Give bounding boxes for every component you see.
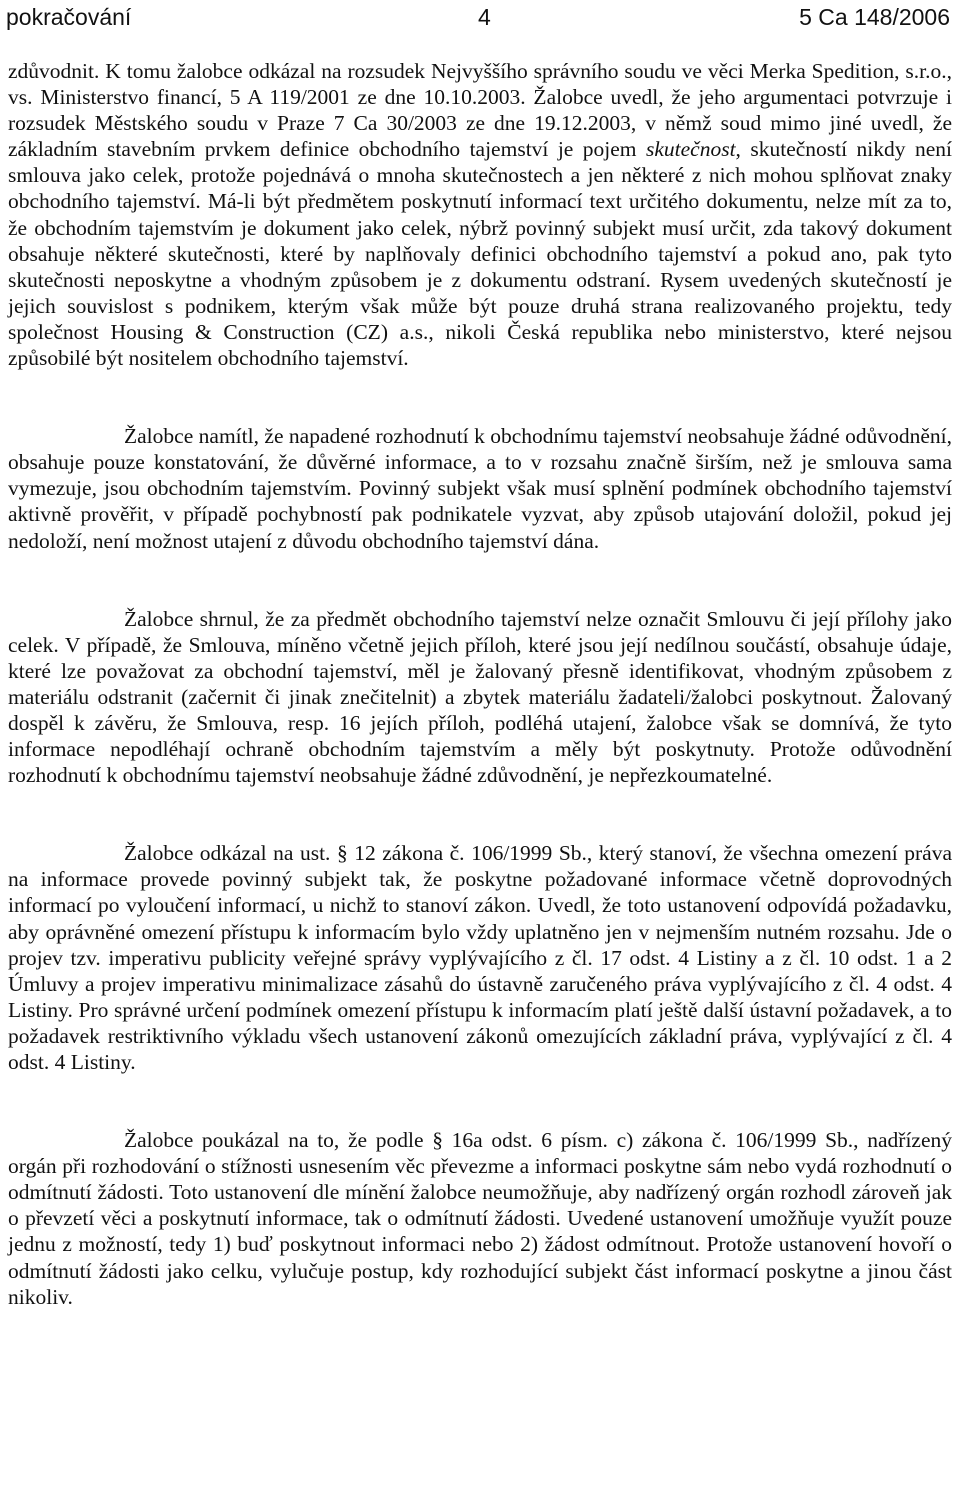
continuation-label: pokračování [6,4,132,30]
case-number: 5 Ca 148/2006 [799,4,950,30]
paragraph-1-run-3: , skutečností nikdy není smlouva jako celek, protože pojednává o mnoha skutečnostech a jen některé z nich mohou splňovat znaky obchodního tajemství. Má-li být předmětem poskytnutí informací text určitého dokumentu, nelze mít za to, že obchodním tajemstvím je dokument jako celek, nýbrž povinný subjekt musí určit, zda takový dokument obsahuje některé skutečnosti, které by naplňovaly definici obchodního tajemství a pokud ano, pak tyto skutečnosti neposkytne a vhodným způsobem je z dokumentu odstraní. Rysem uvedených skutečností je jejich souvislost s podnikem, kterým však může být pouze druhá strana realizovaného projektu, tedy společnost Housing & Construction (CZ) a.s., nikoli Česká republika nebo ministerstvo, které nejsou způsobilé být nositelem obchodního tajemství. [8,137,952,371]
document-body [8,58,952,1310]
paragraph-2 [8,423,952,553]
paragraph-4-text: Žalobce odkázal na ust. § 12 zákona č. 106/1999 Sb., který stanoví, že všechna omezení práva na informace provede povinný subjekt tak, že poskytne požadované informace včetně doprovodných informací po vyloučení informací, u nichž to stanoví zákon. Uvedl, že toto ustanovení odpovídá požadavku, aby oprávněné omezení přístupu k informacím bylo vždy uplatněno jen v nejmenším nutném rozsahu. Jde o projev tzv. imperativu publicity veřejné správy vyplývajícího z čl. 17 odst. 4 Listiny a z čl. 10 odst. 1 a 2 Úmluvy a projev imperativu minimalizace zásahů do ústavně zaručeného práva vyplývajícího z čl. 4 odst. 4 Listiny. Pro správné určení podmínek omezení přístupu k informacím platí ještě další ústavní požadavek, a to požadavek restriktivního výkladu všech ustanovení zákonů omezujících základní práva, vyplývající z čl. 4 odst. 4 Listiny. [8,841,952,1074]
paragraph-5 [8,1127,952,1310]
paragraph-1-run-1: zdůvodnit. K tomu žalobce odkázal na rozsudek Nejvyššího správního soudu ve věci Merka Spedition, s.r.o., vs. Ministerstvo financí, 5 A 119/2001 ze dne 10.10.2003. Žalobce uvedl, že jeho argumentaci potvrzuje i rozsudek Městského soudu v Praze 7 Ca 30/2003 ze dne 19.12.2003, v němž soud mimo jiné uvedl, že základním stavebním prvkem definice obchodního tajemství je pojem [8,59,952,162]
paragraph-5-text: Žalobce poukázal na to, že podle § 16a odst. 6 písm. c) zákona č. 106/1999 Sb., nadřízený orgán při rozhodování o stížnosti usnesením věc převezme a informaci poskytne sám nebo vydá rozhodnutí o odmítnutí žádosti. Toto ustanovení dle mínění žalobce neumožňuje, aby nadřízený orgán rozhodl zároveň jak o převzetí věci a poskytnutí informace, tak o odmítnutí žádosti. Uvedené ustanovení umožňuje využít pouze jednu z možností, tedy 1) buď poskytnout informaci nebo 2) žádost odmítnout. Protože ustanovení hovoří o odmítnutí žádosti jako celku, vylučuje postup, kdy rozhodující subjekt část informací poskytne a jinou část nikoliv. [8,1128,952,1309]
paragraph-2-text: Žalobce namítl, že napadené rozhodnutí k obchodnímu tajemství neobsahuje žádné odůvodnění, obsahuje pouze konstatování, že důvěrné informace, a to v rozsahu značně širším, než je smlouva sama vymezuje, jsou obchodním tajemstvím. Povinný subjekt však musí splnění podmínek obchodního tajemství aktivně prověřit, v případě pochybností pak podnikatele vyzvat, aby způsob utajování doložil, pokud jej nedoloží, není možnost utajení z důvodu obchodního tajemství dána. [8,424,952,553]
paragraph-3 [8,606,952,789]
paragraph-1-emphasis: skutečnost [645,137,736,162]
page-header [6,2,950,36]
paragraph-4 [8,840,952,1075]
page-number: 4 [478,4,491,30]
paragraph-3-text: Žalobce shrnul, že za předmět obchodního tajemství nelze označit Smlouvu či její přílohy jako celek. V případě, že Smlouva, míněno včetně jejich příloh, které jsou její nedílnou součástí, obsahuje údaje, které lze považovat za obchodní tajemství, měl je žalovaný přesně identifikovat, vhodným způsobem z materiálu odstranit (začernit či jinak znečitelnit) a zbytek materiálu žadateli/žalobci poskytnout. Žalovaný dospěl k závěru, že Smlouva, resp. 16 jejích příloh, podléhá utajení, žalobce však se domnívá, že tyto informace nepodléhají ochraně obchodním tajemstvím a měly být poskytnuty. Protože odůvodnění rozhodnutí k obchodnímu tajemství neobsahuje žádné zdůvodnění, je nepřezkoumatelné. [8,606,952,788]
paragraph-1 [8,58,952,371]
